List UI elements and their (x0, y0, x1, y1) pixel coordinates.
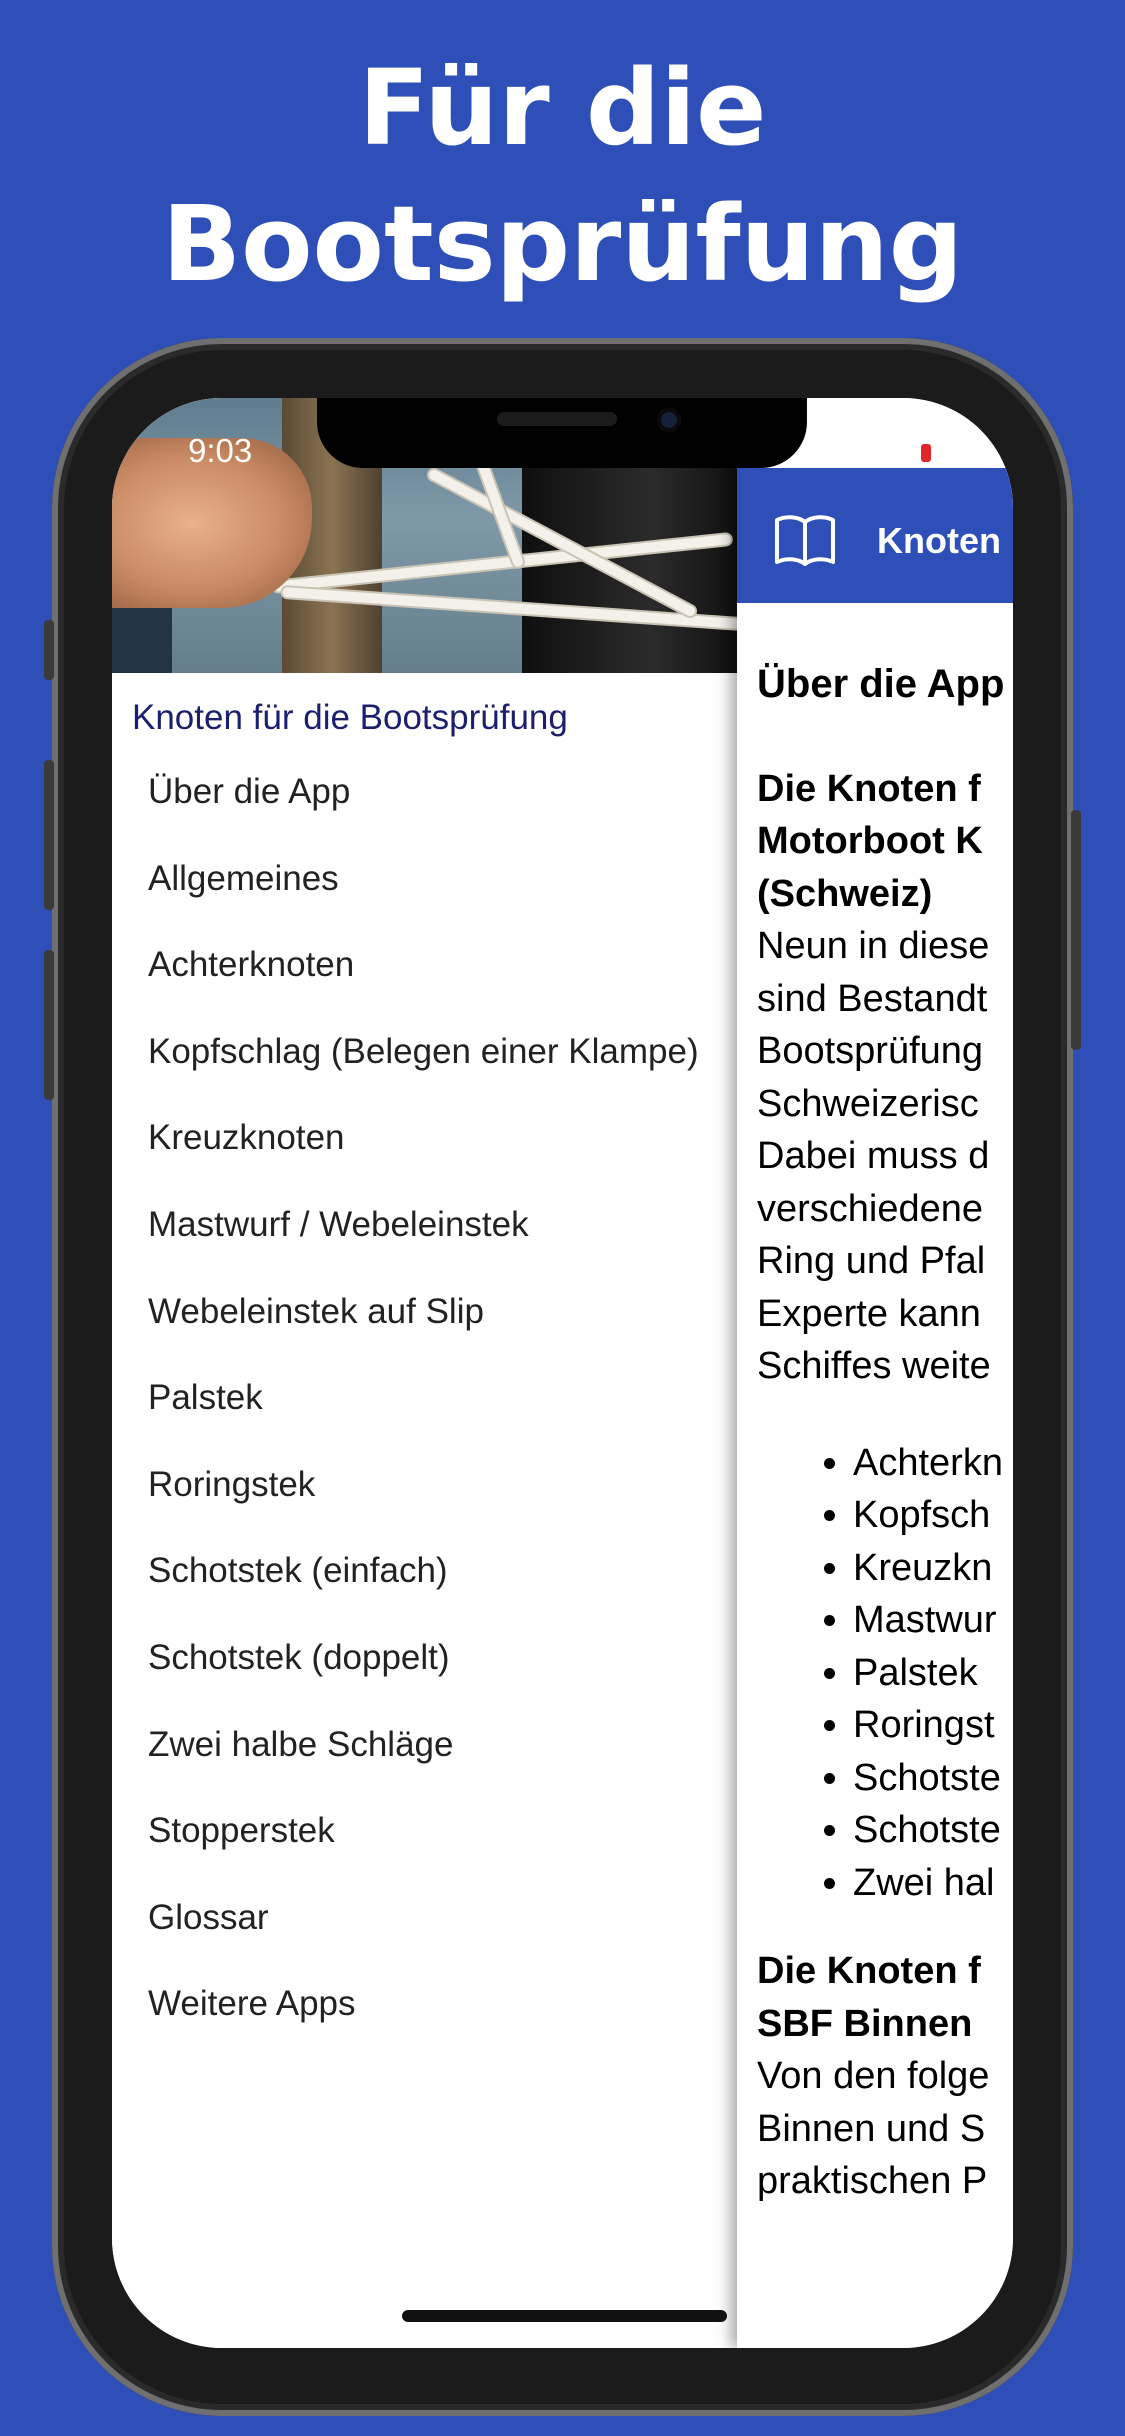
bullet-item[interactable]: • Kreuzkn (853, 1542, 1013, 1595)
menu-item-weitere-apps[interactable]: Weitere Apps (148, 1984, 356, 2024)
bullet-item[interactable]: • Roringst (853, 1699, 1013, 1752)
section1-heading (757, 763, 1013, 921)
notch (317, 398, 807, 468)
menu-item-allgemeines[interactable]: Allgemeines (148, 858, 339, 898)
menu-item-schotstek-einfach[interactable]: Schotstek (einfach) (148, 1551, 448, 1591)
wifi-icon (873, 441, 905, 464)
menu-item-achterknoten[interactable]: Achterknoten (148, 945, 355, 985)
status-indicators (817, 432, 1007, 472)
body-line: verschiedene (757, 1187, 984, 1230)
power-button (1071, 810, 1081, 1050)
section1-body (757, 920, 1013, 1393)
article (757, 658, 1013, 2208)
knot-bullet-list (757, 1437, 1013, 1910)
body-line: Dabei muss d (757, 1135, 990, 1177)
menu-item-palstek[interactable]: Palstek (148, 1378, 263, 1418)
body-line: Binnen und S (757, 2107, 986, 2150)
book-icon[interactable] (773, 512, 837, 568)
content-navbar (737, 468, 1013, 603)
home-indicator[interactable] (402, 2310, 727, 2322)
body-line: Schweizerisc (757, 1082, 979, 1125)
promo-headline-line1: Für die (358, 47, 767, 169)
mute-switch (44, 620, 54, 680)
bollard (522, 468, 737, 673)
menu-item-roringstek[interactable]: Roringstek (148, 1464, 316, 1504)
body-line: Ring und Pfal (757, 1240, 986, 1282)
section2-heading-line: SBF Binnen (757, 2002, 973, 2045)
bullet-item[interactable]: • Zwei hal (853, 1857, 1013, 1910)
menu-item-glossar[interactable]: Glossar (148, 1897, 269, 1937)
menu-item-zwei-halbe-schlaege[interactable]: Zwei halbe Schläge (148, 1724, 454, 1764)
status-time: 9:03 (188, 432, 253, 469)
phone-screen (112, 398, 1013, 2348)
body-line: Bootsprüfung (757, 1030, 984, 1072)
body-line: sind Bestandt (757, 977, 988, 1020)
volume-down-button (44, 950, 54, 1100)
promo-headline (0, 40, 1125, 312)
menu-item-schotstek-doppelt[interactable]: Schotstek (doppelt) (148, 1637, 450, 1677)
menu-item-ueber-die-app[interactable]: Über die App (148, 772, 351, 811)
bullet-item[interactable]: • Schotste (853, 1804, 1013, 1857)
side-menu (112, 398, 737, 2348)
body-line: Schiffes weite (757, 1345, 991, 1387)
menu-item-stopperstek[interactable]: Stopperstek (148, 1811, 335, 1851)
section1-heading-line: Motorboot K (757, 820, 983, 862)
menu-item-webeleinstek-slip[interactable]: Webeleinstek auf Slip (148, 1291, 484, 1331)
signal-icon (820, 455, 856, 461)
article-title: Über die App (757, 662, 1005, 706)
bullet-item[interactable]: • Kopfsch (853, 1489, 1013, 1542)
body-line: Experte kann (757, 1292, 981, 1335)
body-line: praktischen P (757, 2160, 988, 2202)
menu-list (148, 768, 699, 2067)
promo-headline-line2: Bootsprüfung (161, 183, 964, 305)
front-camera (657, 408, 681, 432)
navbar-title: Knoten (877, 520, 1001, 561)
section1-heading-line: Die Knoten f (757, 767, 981, 810)
menu-item-kreuzknoten[interactable]: Kreuzknoten (148, 1118, 345, 1158)
section2-heading (757, 1945, 1013, 2050)
menu-item-kopfschlag[interactable]: Kopfschlag (Belegen einer Klampe) (148, 1031, 699, 1071)
bullet-item[interactable]: • Palstek (853, 1647, 1013, 1700)
body-line: Von den folge (757, 2055, 990, 2097)
content-panel[interactable] (737, 398, 1013, 2348)
status-icons (817, 432, 1007, 472)
speaker-grille (497, 412, 617, 426)
volume-up-button (44, 760, 54, 910)
section1-heading-line: (Schweiz) (757, 872, 933, 915)
section2-heading-line: Die Knoten f (757, 1950, 981, 1992)
bullet-item[interactable]: • Mastwur (853, 1594, 1013, 1647)
bullet-item[interactable]: • Schotste (853, 1752, 1013, 1805)
menu-title: Knoten für die Bootsprüfung (132, 698, 568, 737)
section2-body (757, 2050, 1013, 2208)
body-line: Neun in diese (757, 925, 990, 967)
menu-item-mastwurf[interactable]: Mastwurf / Webeleinstek (148, 1204, 529, 1244)
bullet-item[interactable]: • Achterkn (853, 1437, 1013, 1490)
battery-icon (917, 440, 979, 466)
